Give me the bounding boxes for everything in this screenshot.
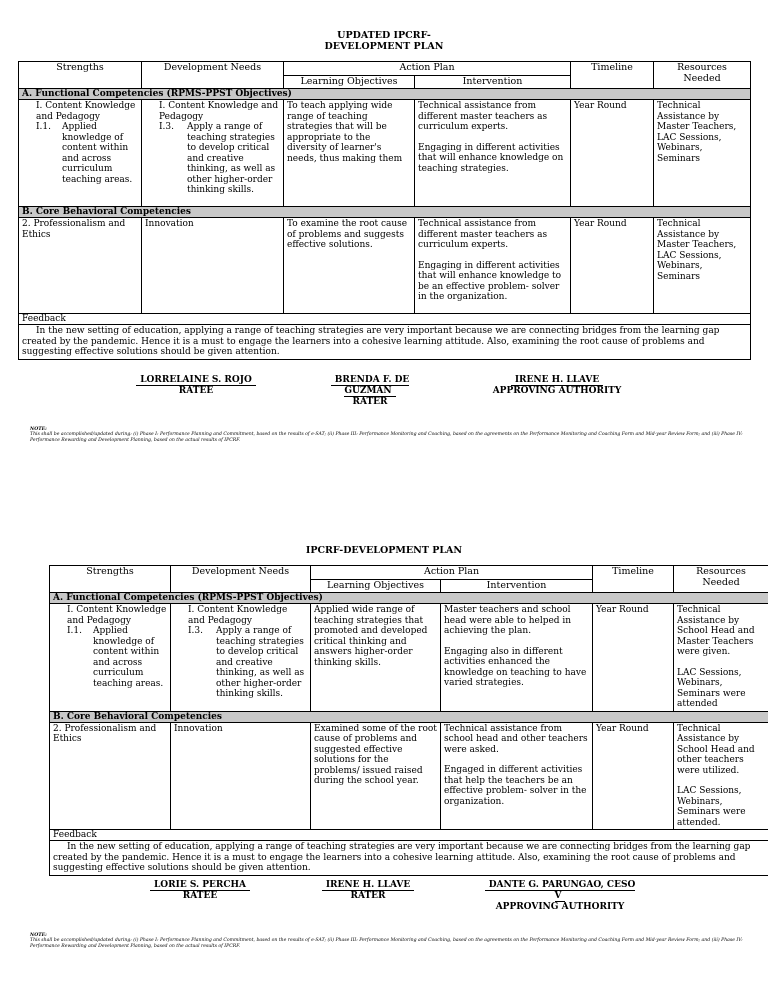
note-label: NOTE: (30, 427, 47, 432)
signatory-name: IRENE H. LLAVE (322, 880, 414, 891)
signatory-role: RATER (350, 891, 386, 901)
section-core-behavioral: B. Core Behavioral Competencies (50, 711, 768, 722)
intervention-cell (441, 722, 593, 830)
header-timeline: Timeline (593, 566, 674, 593)
strength-level1: I. Content Knowledge and Pedagogy (67, 605, 167, 626)
intervention-paragraph: Technical assistance from different master teachers as curriculum experts. (418, 101, 548, 132)
intervention-cell (415, 218, 571, 314)
header-action-plan: Action Plan (311, 566, 593, 580)
feedback-text: In the new setting of education, applying a range of teaching strategies are very important because we are connecting bridges from the learning gap created by the pandemic. Hence it is a must to engage the learners into a cohesive learning attitude. Also, examining the root cause of problems and suggesting effective solutions should be given attention. (19, 325, 751, 360)
plan1-note (30, 427, 750, 443)
intervention-paragraph: Master teachers and school head were able to helped in achieving the plan. (444, 605, 572, 636)
need-level1: I. Content Knowledge and Pedagogy (159, 101, 279, 122)
strength-number: I.1. (67, 626, 83, 636)
plan1-title-line1: UPDATED IPCRF- (337, 30, 431, 41)
resources-cell: Technical Assistance by Master Teachers, LAC Sessions, Webinars, Seminars (654, 218, 751, 314)
intervention-cell (441, 604, 593, 712)
signature-rater (305, 375, 435, 408)
header-learning-objectives: Learning Objectives (311, 579, 441, 593)
header-development-needs: Development Needs (171, 566, 311, 593)
strength-level2: Applied knowledge of content within and across curriculum teaching areas. (93, 626, 164, 689)
need-level1: I. Content Knowledge and Pedagogy (188, 605, 288, 626)
strength-cell: 2. Professionalism and Ethics (19, 218, 142, 314)
signatory-name: IRENE H. LLAVE (511, 375, 603, 386)
signatory-name: BRENDA F. DE GUZMAN (331, 375, 410, 397)
development-need-cell: Innovation (171, 722, 311, 830)
feedback-label: Feedback (19, 314, 751, 325)
strength-cell (19, 100, 142, 207)
strength-number: I.1. (36, 122, 52, 132)
signatory-name: DANTE G. PARUNGAO, CESO V (485, 880, 636, 902)
signature-approving-authority (482, 375, 632, 397)
resources-cell: Technical Assistance by Master Teachers, LAC Sessions, Webinars, Seminars (654, 100, 751, 207)
strength-level2: Applied knowledge of content within and across curriculum teaching areas. (62, 122, 133, 185)
strength-cell: 2. Professionalism and Ethics (50, 722, 171, 830)
intervention-paragraph: Engaged in different activities that help the teachers be an effective problem- solver in the organization. (444, 765, 587, 807)
signature-rater (303, 880, 433, 902)
need-level2: Apply a range of teaching strategies to develop critical and creative thinking, as well as other higher-order thinking skills. (187, 122, 276, 195)
intervention-paragraph: Technical assistance from different master teachers as curriculum experts. (418, 219, 548, 250)
header-development-needs: Development Needs (142, 62, 284, 89)
resources-paragraph: Technical Assistance by School Head and other teachers were utilized. (677, 723, 755, 776)
section-core-behavioral: B. Core Behavioral Competencies (19, 207, 751, 218)
resources-cell (674, 722, 768, 830)
need-number: I.3. (159, 122, 175, 132)
learning-objective-cell: Examined some of the root cause of problems and suggested effective solutions for the problems/ issued raised during the school year. (311, 722, 441, 830)
development-need-cell (142, 100, 284, 207)
timeline-cell: Year Round (571, 100, 654, 207)
plan1-title-line2: DEVELOPMENT PLAN (324, 41, 444, 52)
intervention-paragraph: Engaging in different activities that will enhance knowledge to be an effective problem- solver in the organization. (418, 260, 562, 302)
note-text: This shall be accomplished/updated during: (i) Phase I: Performance Planning and Commitment, based on the results of e-SAT; (ii) Phase III: Performance Monitoring and Coaching, based on the agreements on the Performance Monitoring and Coaching Form and Mid-year Review Form; and (iii) Phase IV: Performance Rewarding and Development Planning, based on the actual results of IPCRF. (30, 432, 743, 443)
signatory-role: RATEE (182, 891, 218, 901)
intervention-paragraph: Engaging also in different activities enhanced the knowledge on teaching to have varied strategies. (444, 646, 587, 688)
development-need-cell: Innovation (142, 218, 284, 314)
header-intervention: Intervention (441, 579, 593, 593)
feedback-text: In the new setting of education, applying a range of teaching strategies are very important because we are connecting bridges from the learning gap created by the pandemic. Hence it is a must to engage the learners into a cohesive learning attitude. Also, examining the root cause of problems and suggesting effective solutions should be given attention. (50, 841, 768, 876)
signature-approving-authority (480, 880, 640, 913)
header-strengths: Strengths (50, 566, 171, 593)
strength-cell (50, 604, 171, 712)
section-functional-competencies: A. Functional Competencies (RPMS-PPST Objectives) (50, 593, 768, 604)
signatory-role: APPROVING AUTHORITY (495, 902, 625, 912)
development-need-cell (171, 604, 311, 712)
intervention-cell (415, 100, 571, 207)
signatory-name: LORIE S. PERCHA (150, 880, 250, 891)
signatory-role: RATER (352, 397, 388, 407)
signature-ratee (140, 880, 260, 902)
strength-level1: I. Content Knowledge and Pedagogy (36, 101, 136, 122)
header-action-plan: Action Plan (284, 62, 571, 76)
learning-objective-cell: To examine the root cause of problems and suggests effective solutions. (284, 218, 415, 314)
note-label: NOTE: (30, 933, 47, 938)
plan2-table (49, 565, 768, 876)
header-resources-needed: Resources Needed (674, 566, 768, 593)
learning-objective-cell: To teach applying wide range of teaching strategies that will be appropriate to the diversity of learner's needs, thus making them (284, 100, 415, 207)
feedback-label: Feedback (50, 830, 768, 841)
resources-paragraph: LAC Sessions, Webinars, Seminars were attended. (677, 786, 746, 828)
signatory-role: RATEE (178, 386, 214, 396)
header-resources-needed: Resources Needed (654, 62, 751, 89)
timeline-cell: Year Round (571, 218, 654, 314)
signatory-name: LORRELAINE S. ROJO (136, 375, 256, 386)
signature-ratee (136, 375, 256, 397)
header-strengths: Strengths (19, 62, 142, 89)
timeline-cell: Year Round (593, 722, 674, 830)
intervention-paragraph: Engaging in different activities that will enhance knowledge on teaching strategies. (418, 142, 564, 174)
resources-paragraph: LAC Sessions, Webinars, Seminars were attended (677, 667, 746, 709)
note-text: This shall be accomplished/updated during: (i) Phase I: Performance Planning and Commitment, based on the results of e-SAT; (ii) Phase III: Performance Monitoring and Coaching, based on the agreements on the Performance Monitoring and Coaching Form and Mid-year Review Form; and (iii) Phase IV: Performance Rewarding and Development Planning, based on the actual results of IPCRF. (30, 938, 743, 949)
plan2-title: IPCRF-DEVELOPMENT PLAN (305, 545, 463, 556)
header-intervention: Intervention (415, 75, 571, 89)
intervention-paragraph: Technical assistance from school head and other teachers were asked. (444, 723, 588, 755)
learning-objective-cell: Applied wide range of teaching strategies that promoted and developed critical thinking and answers higher-order thinking skills. (311, 604, 441, 712)
resources-paragraph: Technical Assistance by School Head and Master Teachers were given. (677, 605, 755, 657)
plan1-table (18, 61, 751, 360)
resources-cell (674, 604, 768, 712)
need-level2: Apply a range of teaching strategies to develop critical and creative thinking, as well as other higher-order thinking skills. (216, 626, 305, 699)
signatory-role: APPROVING AUTHORITY (492, 386, 622, 396)
need-number: I.3. (188, 626, 204, 636)
header-learning-objectives: Learning Objectives (284, 75, 415, 89)
section-functional-competencies: A. Functional Competencies (RPMS-PPST Objectives) (19, 89, 751, 100)
header-timeline: Timeline (571, 62, 654, 89)
timeline-cell: Year Round (593, 604, 674, 712)
plan2-note (30, 933, 750, 949)
